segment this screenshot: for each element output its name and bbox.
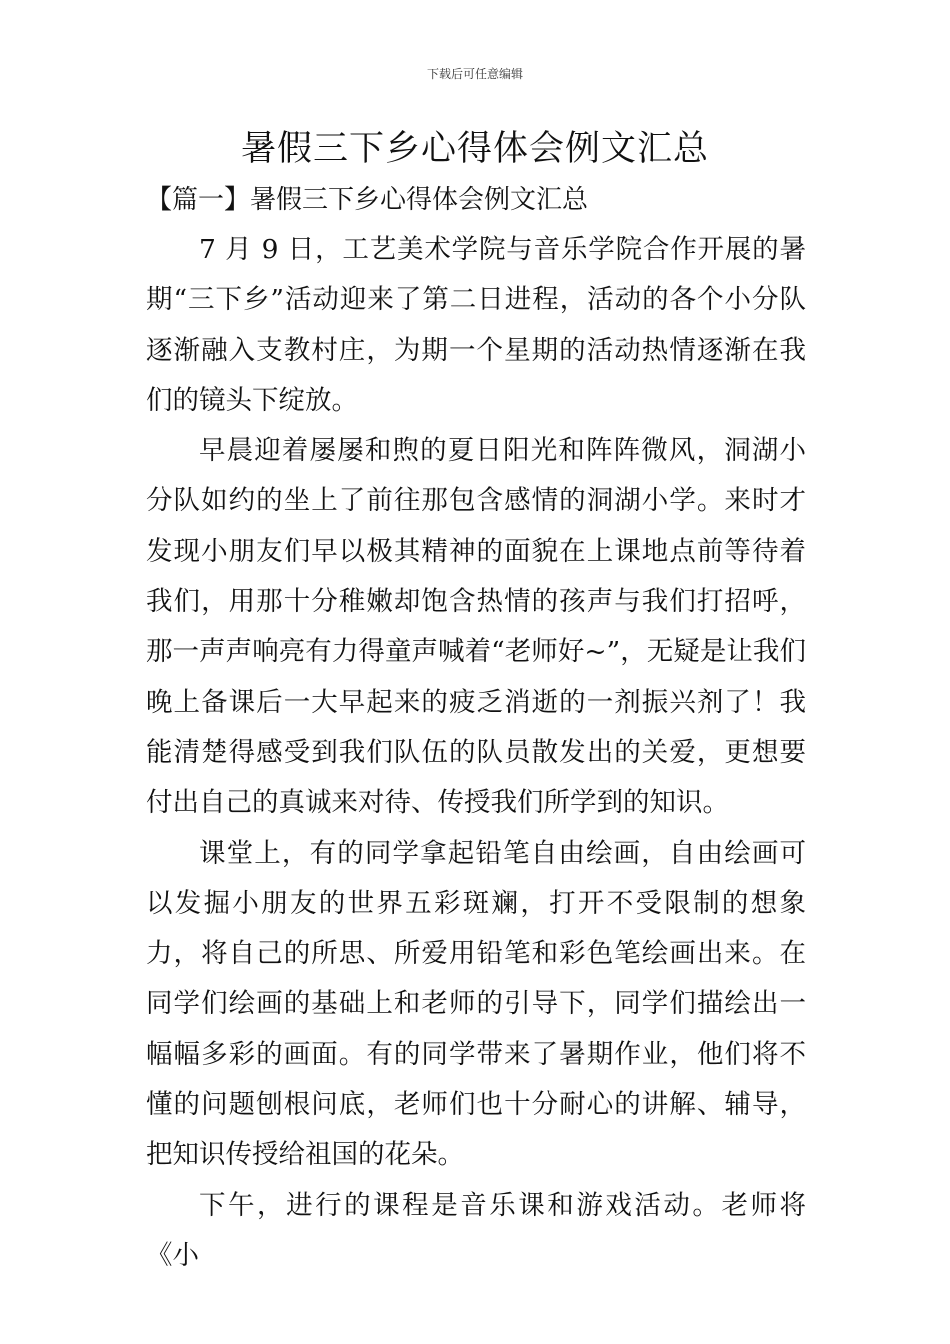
body-text [146,225,806,1281]
paragraph-3: 课堂上，有的同学拿起铅笔自由绘画，自由绘画可以发掘小朋友的世界五彩斑斓，打开不受限制的想象力，将自己的所思、所爱用铅笔和彩色笔绘画出来。在同学们绘画的基础上和老师的引导下，同学们描绘出一幅幅多彩的画面。有的同学带来了暑期作业，他们将不懂的问题刨根问底，老师们也十分耐心的讲解、辅导，把知识传授给祖国的花朵。 [146,837,806,1171]
document-title: 暑假三下乡心得体会例文汇总 [240,129,709,169]
paragraph-1: 7 月 9 日，工艺美术学院与音乐学院合作开展的暑期“三下乡”活动迎来了第二日进程，活动的各个小分队逐渐融入支教村庄，为期一个星期的活动热情逐渐在我们的镜头下绽放。 [146,234,806,416]
header-note: 下载后可任意编辑 [426,67,523,81]
section-heading: 【篇一】暑假三下乡心得体会例文汇总 [146,185,589,215]
paragraph-4: 下午，进行的课程是音乐课和游戏活动。老师将《小 [146,1189,806,1271]
paragraph-2: 早晨迎着屡屡和煦的夏日阳光和阵阵微风，洞湖小分队如约的坐上了前往那包含感情的洞湖小学。来时才发现小朋友们早以极其精神的面貌在上课地点前等待着我们，用那十分稚嫩却饱含热情的孩声与我们打招呼，那一声声响亮有力得童声喊着“老师好~”，无疑是让我们晚上备课后一大早起来的疲乏消逝的一剂振兴剂了！我能清楚得感受到我们队伍的队员散发出的关爱，更想要付出自己的真诚来对待、传授我们所学到的知识。 [146,435,806,819]
